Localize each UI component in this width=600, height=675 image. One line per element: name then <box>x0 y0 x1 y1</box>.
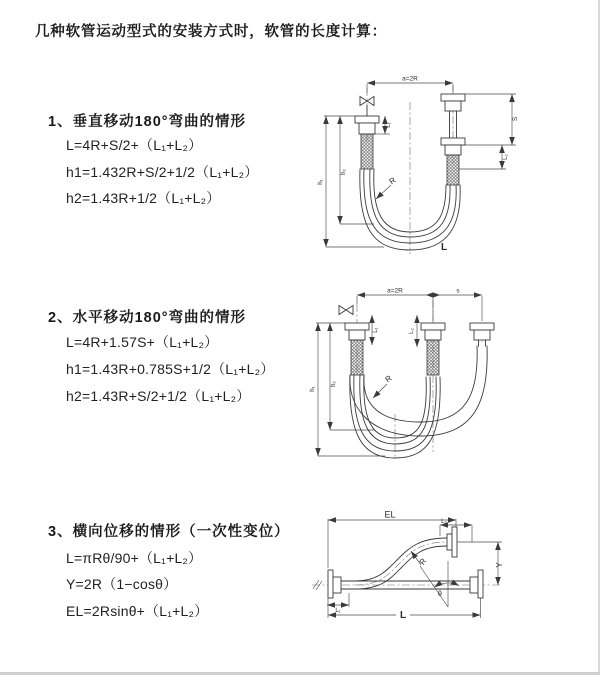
section-1-formula-h2: h2=1.43R+1/2（L₁+L₂） <box>66 190 221 206</box>
d2-dim-l2: L₂ <box>409 328 415 334</box>
section-1-heading: 1、垂直移动180°弯曲的情形 <box>48 114 247 130</box>
d1-dim-l2: L₂ <box>503 154 509 160</box>
section-3-formula-el: EL=2Rsinθ+（L₁+L₂） <box>66 603 209 619</box>
section-3-formula-y: Y=2R（1−cosθ） <box>66 576 178 592</box>
section-1-formula-h1: h1=1.432R+S/2+1/2（L₁+L₂） <box>66 164 259 180</box>
d3-angle-label: θ <box>438 591 442 598</box>
d1-radius-label: R <box>387 175 398 187</box>
d3-dim-l2: L₂ <box>441 519 447 525</box>
d1-dim-h2: h₂ <box>341 169 347 175</box>
section-2-heading: 2、水平移动180°弯曲的情形 <box>48 310 247 326</box>
d1-length-label: L <box>440 242 448 253</box>
section-2-formula-h1: h1=1.43R+0.785S+1/2（L₁+L₂） <box>66 361 275 377</box>
section-2-formula-h2: h2=1.43R+S/2+1/2（L₁+L₂） <box>66 388 251 404</box>
d1-dim-h1: h₁ <box>318 179 324 185</box>
d3-dimension-lines <box>327 519 502 618</box>
braid-section <box>351 340 363 375</box>
braid-section <box>361 134 373 169</box>
d2-dimension-lines <box>316 292 482 456</box>
d2-dim-h1: h₁ <box>310 386 316 392</box>
d3-dim-l1: L₁ <box>335 608 341 614</box>
diagram-lateral-displacement <box>298 503 594 645</box>
d2-pipe-1 <box>345 323 369 375</box>
braid-section <box>427 340 439 375</box>
d1-dim-a2r: a=2R <box>402 75 418 83</box>
d3-left-flange <box>328 570 341 598</box>
d3-upper-flange-displaced <box>447 527 457 557</box>
d2-pipe-3 <box>470 323 494 346</box>
d2-radius-callout <box>373 373 394 398</box>
diagram-horizontal-180-bend <box>303 284 543 459</box>
d2-dim-l1: L₁ <box>373 327 379 333</box>
d2-hose-moved-position <box>350 346 487 436</box>
d3-radius-callout <box>411 551 428 567</box>
d2-dim-s: s <box>456 287 460 295</box>
d3-radius-label: R <box>417 556 429 567</box>
d2-radius-label: R <box>383 373 394 385</box>
section-2-formula-l: L=4R+1.57S+（L₁+L₂） <box>66 334 219 350</box>
d3-dim-el: EL <box>384 509 396 520</box>
section-1-formula-l: L=4R+S/2+（L₁+L₂） <box>66 137 203 153</box>
d2-dim-a2r: a=2R <box>387 287 403 295</box>
d1-left-pipe <box>355 116 379 169</box>
d3-dim-l: L <box>399 610 407 621</box>
d2-valve-icon <box>339 306 353 315</box>
d1-radius-callout <box>376 175 398 199</box>
section-3-heading: 3、横向位移的情形（一次性变位） <box>48 524 290 540</box>
d2-pipe-2 <box>421 323 445 375</box>
braid-section <box>447 155 459 185</box>
diagram-vertical-180-bend <box>310 72 542 257</box>
d1-dimension-lines <box>324 83 516 247</box>
d1-centerlines <box>367 86 453 254</box>
d2-dim-h2: h₂ <box>331 381 337 387</box>
d3-right-flange-original <box>470 570 483 598</box>
d1-right-pipe <box>441 94 465 185</box>
d3-angle-construction <box>420 561 459 607</box>
d3-dim-y: Y <box>495 562 504 568</box>
d1-dim-s: S <box>512 116 519 122</box>
d1-dim-l1: L₁ <box>386 122 392 128</box>
page-title: 几种软管运动型式的安装方式时，软管的长度计算： <box>35 24 387 40</box>
section-3-formula-l: L=πRθ/90+（L₁+L₂） <box>66 550 203 566</box>
